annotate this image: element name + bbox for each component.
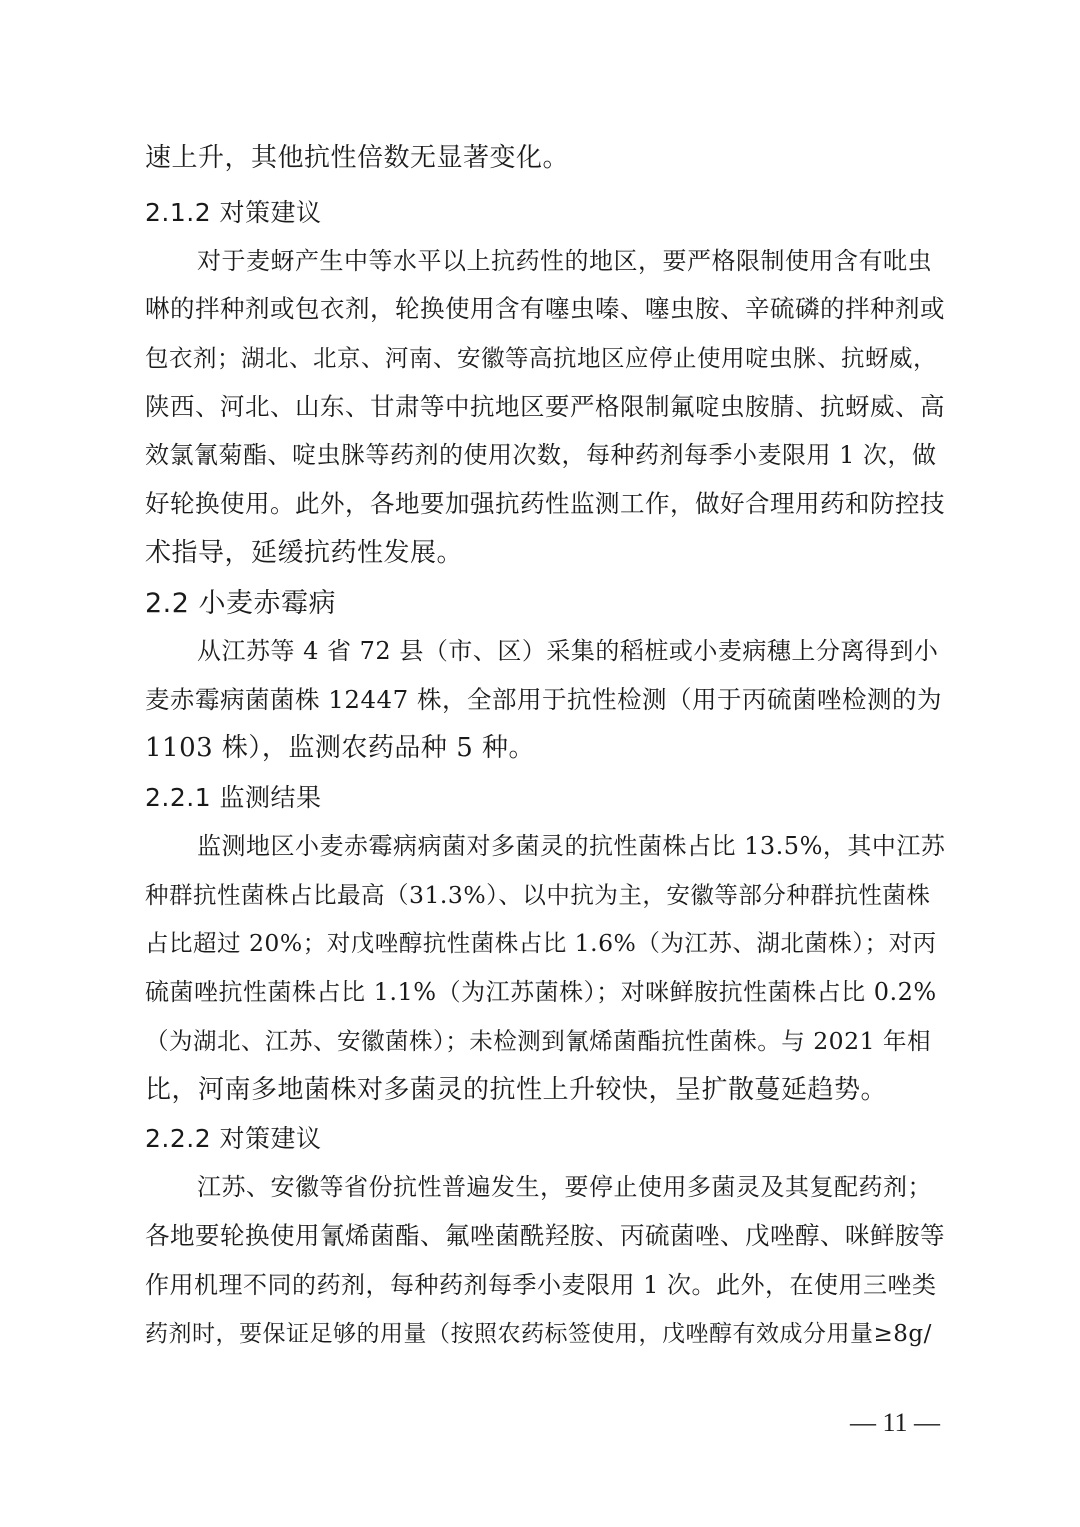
section-heading-2-2-2: 2.2.2 对策建议 <box>145 1124 322 1153</box>
body-line: 硫菌唑抗性菌株占比 1.1%（为江苏菌株）；对咪鲜胺抗性菌株占比 0.2% <box>145 978 937 1006</box>
body-line: 各地要轮换使用氰烯菌酯、氟唑菌酰羟胺、丙硫菌唑、戊唑醇、咪鲜胺等 <box>145 1221 945 1250</box>
body-line: 种群抗性菌株占比最高（31.3%）、以中抗为主，安徽等部分种群抗性菌株 <box>145 881 931 909</box>
body-line: 江苏、安徽等省份抗性普遍发生，要停止使用多菌灵及其复配药剂； <box>197 1173 932 1201</box>
section-heading-2-1-2: 2.1.2 对策建议 <box>145 198 322 227</box>
section-heading-2-2-1: 2.2.1 监测结果 <box>145 783 322 812</box>
body-line: 包衣剂；湖北、北京、河南、安徽等高抗地区应停止使用啶虫脒、抗蚜威， <box>145 344 937 372</box>
body-line: 麦赤霉病菌菌株 12447 株，全部用于抗性检测（用于丙硫菌唑检测的为 <box>145 685 943 714</box>
body-line: 占比超过 20%；对戊唑醇抗性菌株占比 1.6%（为江苏、湖北菌株）；对丙 <box>145 929 937 957</box>
body-line: 1103 株），监测农药品种 5 种。 <box>145 733 536 763</box>
body-line: 比，河南多地菌株对多菌灵的抗性上升较快，呈扩散蔓延趋势。 <box>145 1075 888 1105</box>
body-line: 啉的拌种剂或包衣剂，轮换使用含有噻虫嗪、噻虫胺、辛硫磷的拌种剂或 <box>145 294 945 323</box>
page-number: — 11 — <box>850 1408 941 1437</box>
body-line: 药剂时，要保证足够的用量（按照农药标签使用，戊唑醇有效成分用量≥8g/ <box>145 1321 932 1347</box>
body-line: 好轮换使用。此外，各地要加强抗药性监测工作，做好合理用药和防控技 <box>145 489 945 518</box>
body-line: 术指导，延缓抗药性发展。 <box>145 538 464 568</box>
body-line: 对于麦蚜产生中等水平以上抗药性的地区，要严格限制使用含有吡虫 <box>197 247 932 275</box>
body-line: 从江苏等 4 省 72 县（市、区）采集的稻桩或小麦病穗上分离得到小 <box>197 637 939 665</box>
section-heading-2-2: 2.2 小麦赤霉病 <box>145 588 337 619</box>
body-line: 陕西、河北、山东、甘肃等中抗地区要严格限制氟啶虫胺腈、抗蚜威、高 <box>145 392 945 421</box>
body-line: 效氯氰菊酯、啶虫脒等药剂的使用次数，每种药剂每季小麦限用 1 次，做 <box>145 441 937 469</box>
body-line: （为湖北、江苏、安徽菌株）；未检测到氰烯菌酯抗性菌株。与 2021 年相 <box>145 1027 931 1055</box>
body-line: 作用机理不同的药剂，每种药剂每季小麦限用 1 次。此外，在使用三唑类 <box>145 1271 937 1299</box>
body-line: 速上升，其他抗性倍数无显著变化。 <box>145 143 570 173</box>
body-line: 监测地区小麦赤霉病病菌对多菌灵的抗性菌株占比 13.5%，其中江苏 <box>197 832 946 860</box>
